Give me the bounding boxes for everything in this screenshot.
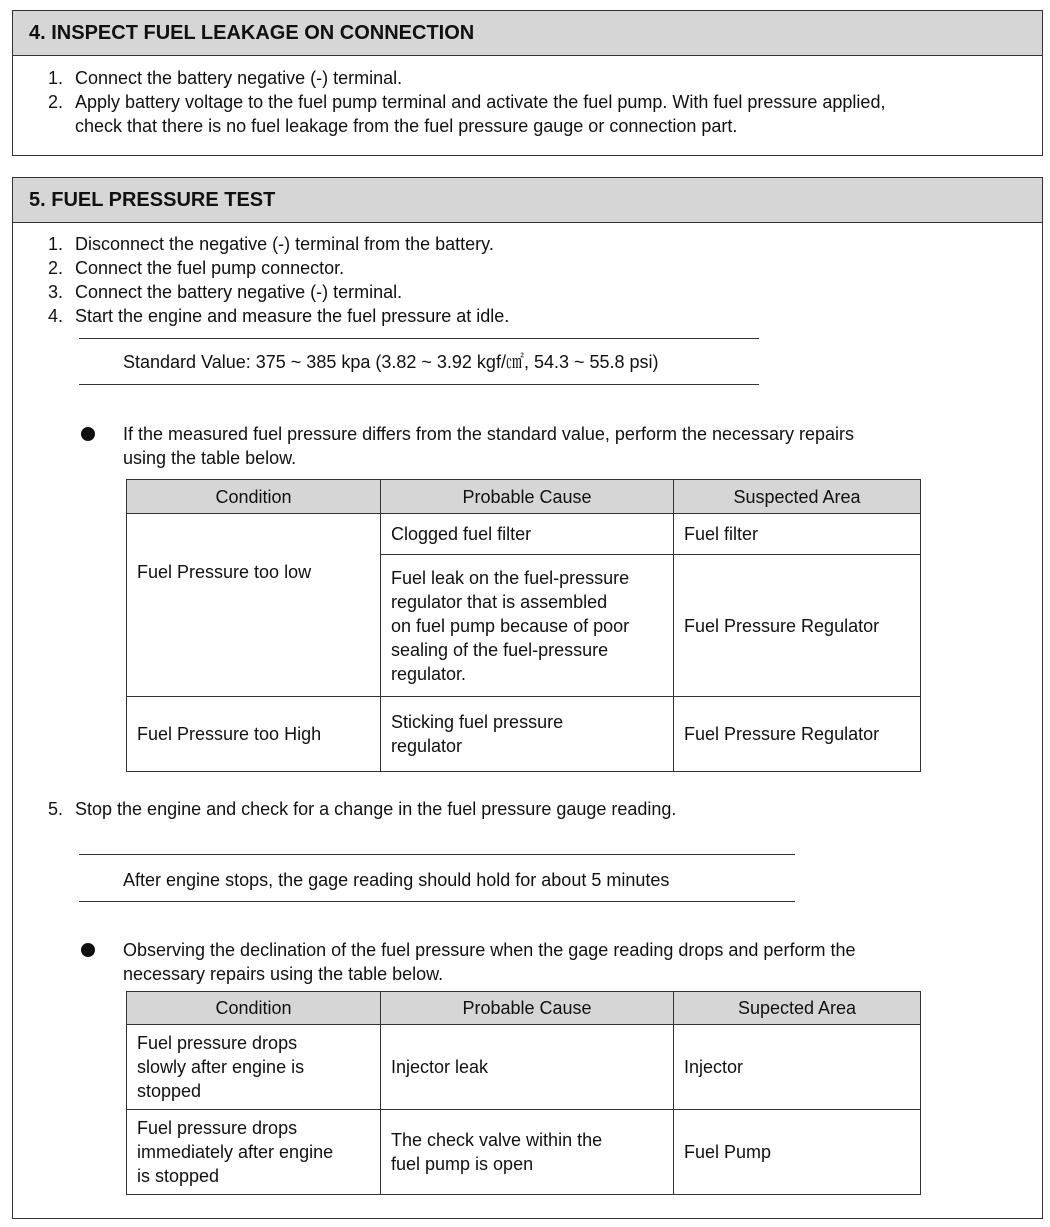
area-cell: Fuel Pump [674,1110,921,1195]
table-row [127,697,921,772]
section-inspect-fuel-leakage: 4. INSPECT FUEL LEAKAGE ON CONNECTION 1. Connect the battery negative (-) terminal. 2. Apply battery voltage to the fuel pump terminal and activate the fuel pump. With fuel pressure applied, check that there is no fuel leakage from the fuel pressure gauge or connection part. [12,10,1043,156]
pressure-repair-table [126,479,921,772]
cause-cell: Sticking fuel pressure regulator [381,697,674,772]
bullet-dot [81,427,95,441]
area-cell: Fuel filter [674,514,921,555]
area-cell: Injector [674,1025,921,1110]
table-header: Supected Area [674,992,921,1025]
bullet-2-line-1: Observing the declination of the fuel pressure when the gage reading drops and perform the [123,940,856,960]
standard-value-note: Standard Value: 375 ~ 385 kpa (3.82 ~ 3.92 kgf/㎠, 54.3 ~ 55.8 psi) [123,352,659,372]
condition-cell: Fuel pressure drops immediately after engine is stopped [127,1110,381,1195]
condition-cell: Fuel Pressure too low [127,514,381,697]
standard-value-top-rule [79,338,759,339]
table-row [127,1025,921,1110]
area-cell: Fuel Pressure Regulator [674,697,921,772]
standard-value-bottom-rule [79,384,759,385]
section-4-heading: 4. INSPECT FUEL LEAKAGE ON CONNECTION [13,11,1042,56]
hold-note-bottom-rule [79,901,795,902]
table-row [127,1110,921,1195]
section-fuel-pressure-test: 5. FUEL PRESSURE TEST 1. Disconnect the negative (-) terminal from the battery. 2. Connect the fuel pump connector. 3. Connect the battery negative (-) terminal. 4. Start the engine and measure the fuel pressure at idle. Standard Value: 375 ~ 385 kpa (3.82 ~ 3.92 kgf/㎠, 54.3 ~ 55.8 psi) If the measured fuel pressure differs from the standard value, perform the necessary repairs using the table below. Condition Probable Cause Suspected Area Fuel Pressure too low Clogged fuel filter Fuel filter Fuel leak on the fuel-pressure regulator that is assembled on fuel pump because of poor sealing of the fuel-pressure regulator. Fuel Pressure Regulator Fuel Pressure too High Sticking fuel pressure regulator Fuel Pressure Regulator 5. Stop the engine and check for a change in the fuel pressure gauge reading. After engine stops, the gage reading should hold for about 5 minutes Observing the declination of the fuel pressure when the gage reading drops and perform the necessary repairs using the table below. Condition Probable Cause Supected Area Fuel pressure drops slowly after engine is stopped Injector leak Injector Fuel pressure drops immediately after engine is stopped The check valve within the fuel pump is open Fuel Pump [12,177,1043,1219]
hold-note-top-rule [79,854,795,855]
table-row [127,514,921,555]
table-header: Condition [127,480,381,514]
condition-cell: Fuel pressure drops slowly after engine is stopped [127,1025,381,1110]
table-header: Condition [127,992,381,1025]
section-5-heading: 5. FUEL PRESSURE TEST [13,178,1042,223]
table-header: Suspected Area [674,480,921,514]
table-header: Probable Cause [381,992,674,1025]
cause-cell: Fuel leak on the fuel-pressure regulator that is assembled on fuel pump because of poor sealing of the fuel-pressure regulator. [381,555,674,697]
bullet-dot [81,943,95,957]
area-cell: Fuel Pressure Regulator [674,555,921,697]
condition-cell: Fuel Pressure too High [127,697,381,772]
cause-cell: Injector leak [381,1025,674,1110]
pressure-drop-table [126,991,921,1195]
bullet-2-line-2: necessary repairs using the table below. [123,964,444,984]
bullet-1-line-1: If the measured fuel pressure differs from the standard value, perform the necessary repairs [123,424,855,444]
hold-note: After engine stops, the gage reading should hold for about 5 minutes [123,870,670,890]
cause-cell: Clogged fuel filter [381,514,674,555]
table-header: Probable Cause [381,480,674,514]
bullet-1-line-2: using the table below. [123,448,297,468]
cause-cell: The check valve within the fuel pump is open [381,1110,674,1195]
